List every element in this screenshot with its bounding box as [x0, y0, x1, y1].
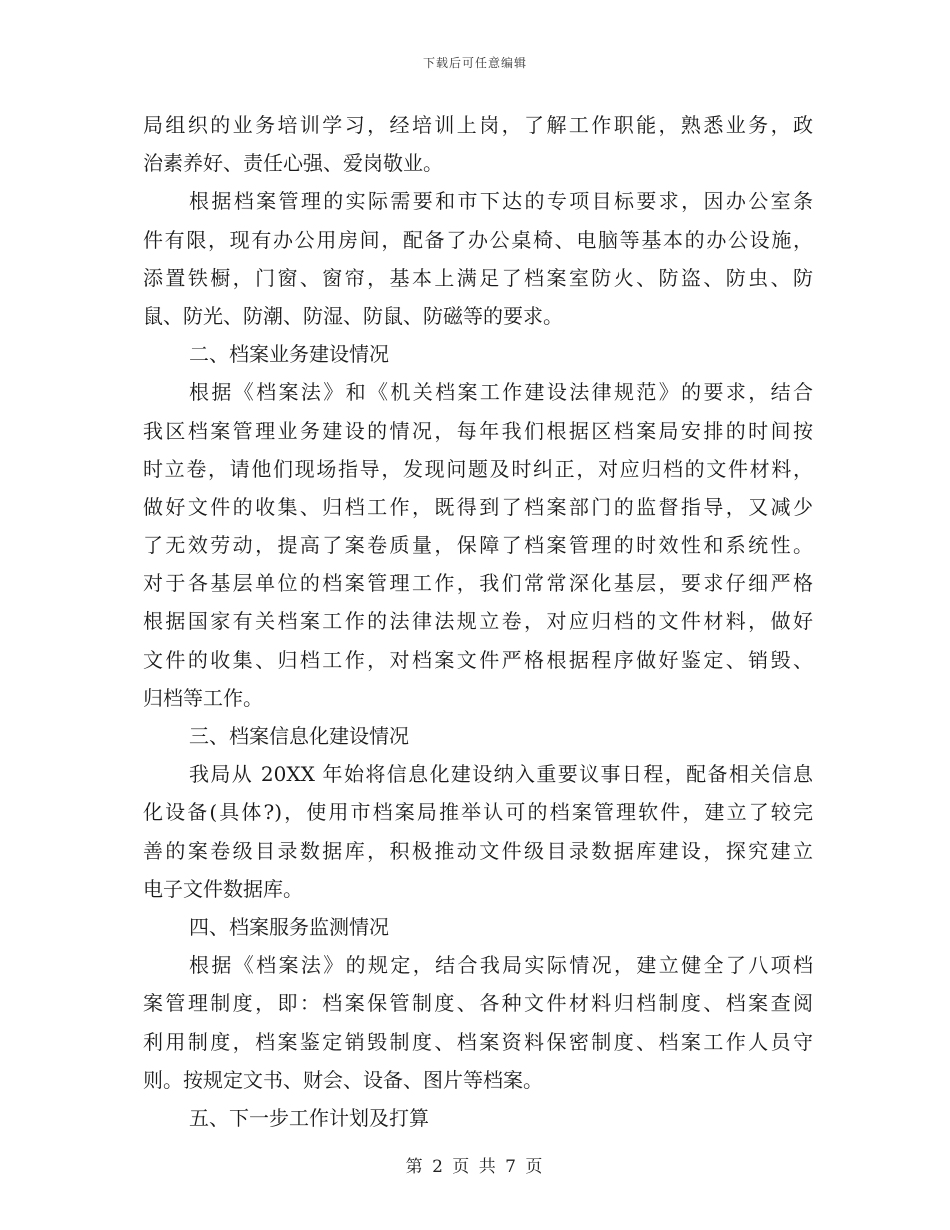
page-header: 下载后可任意编辑	[422, 56, 527, 70]
text-line: 根据档案管理的实际需要和市下达的专项目标要求，因办公室条	[189, 189, 813, 214]
text-line: 了无效劳动，提高了案卷质量，保障了档案管理的时效性和系统性。	[143, 533, 813, 558]
text-line: 我局从 20XX 年始将信息化建设纳入重要议事日程，配备相关信息	[189, 762, 813, 787]
text-line: 则。按规定文书、财会、设备、图片等档案。	[143, 1067, 543, 1092]
text-line: 治素养好、责任心强、爱岗敬业。	[143, 151, 443, 176]
text-line: 利用制度，档案鉴定销毁制度、档案资料保密制度、档案工作人员守	[143, 1029, 813, 1054]
text-line: 案管理制度，即：档案保管制度、各种文件材料归档制度、档案查阅	[143, 991, 813, 1016]
text-line: 根据国家有关档案工作的法律法规立卷，对应归档的文件材料，做好	[143, 609, 813, 634]
text-line: 添置铁橱，门窗、窗帘，基本上满足了档案室防火、防盗、防虫、防	[143, 265, 813, 290]
text-line: 归档等工作。	[143, 685, 263, 710]
text-line: 善的案卷级目录数据库，积极推动文件级目录数据库建设，探究建立	[143, 838, 813, 863]
text-line: 根据《档案法》和《机关档案工作建设法律规范》的要求，结合	[189, 380, 813, 405]
section-heading: 四、档案服务监测情况	[189, 914, 389, 939]
section-heading: 三、档案信息化建设情况	[189, 724, 409, 748]
text-line: 做好文件的收集、归档工作，既得到了档案部门的监督指导，又减少	[143, 494, 813, 519]
text-line: 鼠、防光、防潮、防湿、防鼠、防磁等的要求。	[143, 303, 563, 328]
document-body	[143, 106, 813, 1137]
text-line: 根据《档案法》的规定，结合我局实际情况，建立健全了八项档	[189, 953, 813, 978]
text-line: 电子文件数据库。	[143, 876, 303, 901]
text-line: 件有限，现有办公用房间，配备了办公桌椅、电脑等基本的办公设施，	[143, 227, 813, 252]
text-line: 我区档案管理业务建设的情况，每年我们根据区档案局安排的时间按	[143, 418, 813, 443]
text-line: 对于各基层单位的档案管理工作，我们常常深化基层，要求仔细严格	[143, 571, 813, 596]
text-line: 局组织的业务培训学习，经培训上岗，了解工作职能，熟悉业务，政	[143, 113, 813, 137]
text-line: 化设备(具体?)，使用市档案局推举认可的档案管理软件，建立了较完	[143, 800, 813, 825]
page-number-footer: 第 2 页 共 7 页	[405, 1157, 545, 1177]
text-line: 文件的收集、归档工作，对档案文件严格根据程序做好鉴定、销毁、	[143, 647, 813, 672]
text-line: 时立卷，请他们现场指导，发现问题及时纠正，对应归档的文件材料，	[143, 456, 813, 481]
section-heading: 二、档案业务建设情况	[189, 342, 389, 367]
section-heading: 五、下一步工作计划及打算	[189, 1105, 429, 1130]
